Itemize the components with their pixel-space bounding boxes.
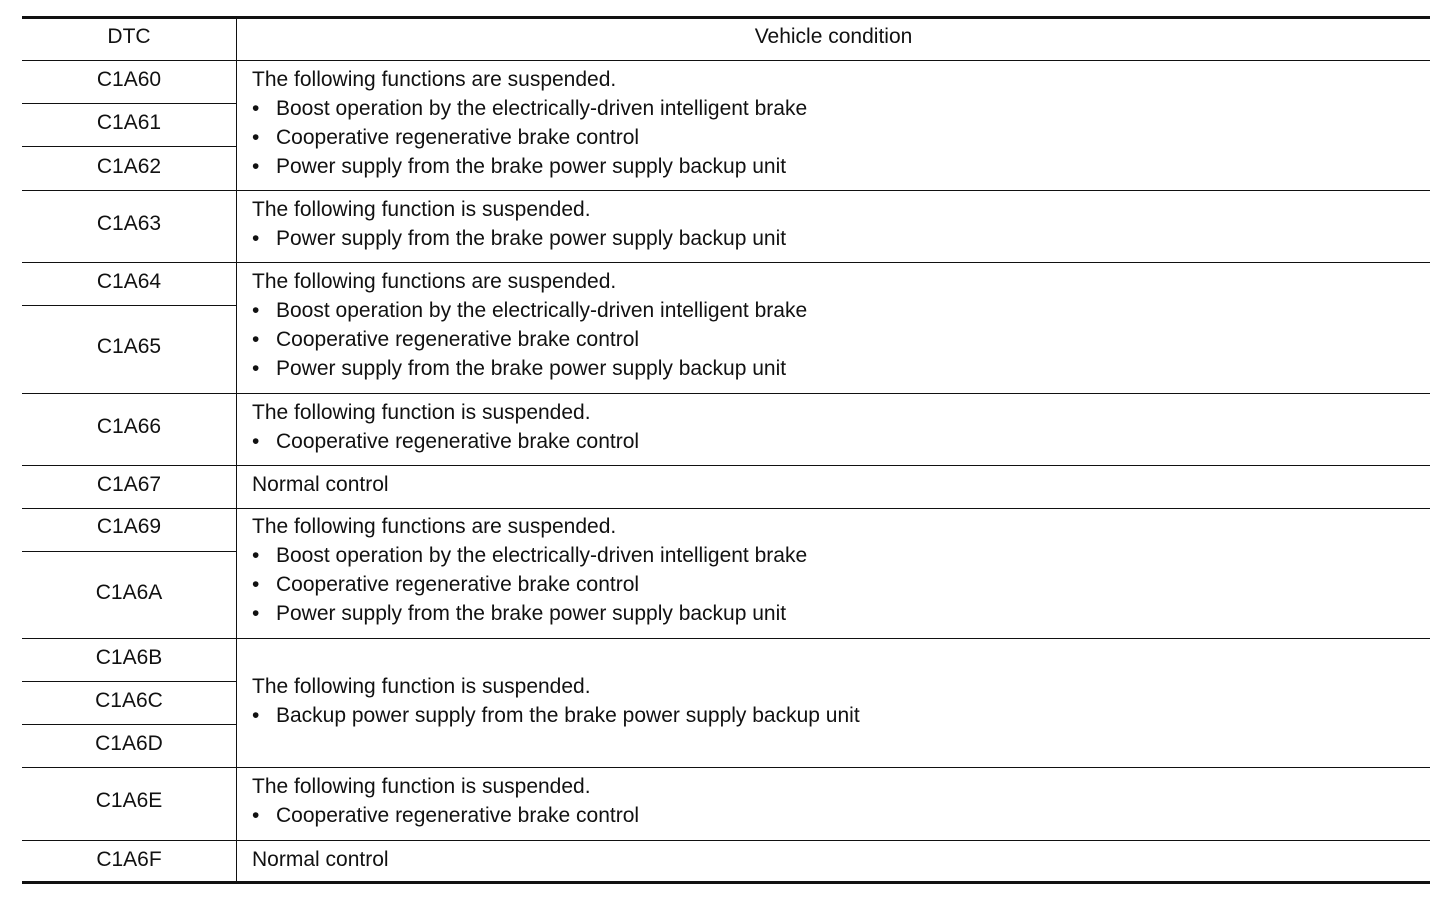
dtc-code: C1A65 bbox=[96, 335, 162, 358]
dtc-column-header: DTC bbox=[107, 25, 151, 48]
row-divider bbox=[22, 146, 236, 147]
condition-lead: The following functions are suspended. bbox=[252, 270, 617, 293]
row-divider bbox=[22, 305, 236, 306]
dtc-code: C1A6B bbox=[95, 646, 163, 669]
bullet-icon: • bbox=[252, 299, 260, 322]
dtc-code: C1A64 bbox=[96, 270, 162, 293]
dtc-code: C1A61 bbox=[96, 111, 162, 134]
condition-lead: The following functions are suspended. bbox=[252, 68, 617, 91]
condition-item bbox=[252, 427, 639, 456]
condition-cell bbox=[252, 398, 639, 456]
condition-item bbox=[252, 296, 807, 325]
condition-cell bbox=[252, 195, 786, 253]
condition-lead: The following function is suspended. bbox=[252, 675, 591, 698]
condition-item-text: Power supply from the brake power supply backup unit bbox=[276, 357, 787, 380]
condition-lead: Normal control bbox=[252, 848, 389, 871]
condition-item-text: Cooperative regenerative brake control bbox=[276, 328, 640, 351]
condition-item-text: Power supply from the brake power supply backup unit bbox=[276, 155, 787, 178]
dtc-code: C1A67 bbox=[96, 473, 162, 496]
condition-item-text: Boost operation by the electrically-driven intelligent brake bbox=[276, 97, 808, 120]
condition-lead: The following functions are suspended. bbox=[252, 515, 617, 538]
condition-column-header: Vehicle condition bbox=[754, 25, 913, 48]
condition-item bbox=[252, 599, 807, 628]
dtc-code: C1A69 bbox=[96, 515, 162, 538]
condition-cell bbox=[252, 772, 639, 830]
condition-item bbox=[252, 152, 807, 181]
dtc-code: C1A6C bbox=[95, 689, 163, 712]
group-divider bbox=[22, 638, 1430, 639]
condition-cell bbox=[252, 470, 389, 499]
condition-item bbox=[252, 94, 807, 123]
dtc-code: C1A6A bbox=[95, 581, 163, 604]
condition-item-text: Cooperative regenerative brake control bbox=[276, 126, 640, 149]
row-divider bbox=[22, 681, 236, 682]
dtc-code: C1A63 bbox=[96, 212, 162, 235]
condition-item-text: Power supply from the brake power supply backup unit bbox=[276, 602, 787, 625]
header-rule bbox=[22, 60, 1430, 61]
condition-item bbox=[252, 541, 807, 570]
group-divider bbox=[22, 508, 1430, 509]
dtc-code: C1A66 bbox=[96, 415, 162, 438]
bullet-icon: • bbox=[252, 357, 260, 380]
bullet-icon: • bbox=[252, 97, 260, 120]
condition-cell bbox=[252, 672, 860, 730]
bullet-icon: • bbox=[252, 155, 260, 178]
bullet-icon: • bbox=[252, 126, 260, 149]
condition-cell bbox=[252, 512, 807, 628]
dtc-code: C1A60 bbox=[96, 68, 162, 91]
condition-item bbox=[252, 224, 786, 253]
group-divider bbox=[22, 190, 1430, 191]
condition-item-text: Cooperative regenerative brake control bbox=[276, 804, 640, 827]
bullet-icon: • bbox=[252, 573, 260, 596]
bullet-icon: • bbox=[252, 430, 260, 453]
group-divider bbox=[22, 262, 1430, 263]
condition-lead: The following function is suspended. bbox=[252, 401, 591, 424]
condition-cell bbox=[252, 845, 389, 874]
condition-item bbox=[252, 801, 639, 830]
bullet-icon: • bbox=[252, 602, 260, 625]
bullet-icon: • bbox=[252, 704, 260, 727]
bullet-icon: • bbox=[252, 328, 260, 351]
dtc-table bbox=[22, 0, 1430, 900]
group-divider bbox=[22, 465, 1430, 466]
condition-lead: The following function is suspended. bbox=[252, 775, 591, 798]
condition-item bbox=[252, 354, 807, 383]
group-divider bbox=[22, 767, 1430, 768]
condition-item-text: Boost operation by the electrically-driven intelligent brake bbox=[276, 299, 808, 322]
group-divider bbox=[22, 393, 1430, 394]
condition-cell bbox=[252, 267, 807, 383]
row-divider bbox=[22, 724, 236, 725]
condition-item bbox=[252, 701, 860, 730]
condition-item bbox=[252, 123, 807, 152]
condition-item-text: Boost operation by the electrically-driven intelligent brake bbox=[276, 544, 808, 567]
bullet-icon: • bbox=[252, 544, 260, 567]
table-top-rule bbox=[22, 16, 1430, 19]
dtc-code: C1A6F bbox=[96, 848, 162, 871]
condition-cell bbox=[252, 65, 807, 181]
condition-item bbox=[252, 570, 807, 599]
column-separator bbox=[236, 18, 237, 882]
row-divider bbox=[22, 551, 236, 552]
condition-lead: Normal control bbox=[252, 473, 389, 496]
bullet-icon: • bbox=[252, 804, 260, 827]
table-bottom-rule bbox=[22, 881, 1430, 884]
condition-item-text: Power supply from the brake power supply backup unit bbox=[276, 227, 787, 250]
condition-item-text: Cooperative regenerative brake control bbox=[276, 573, 640, 596]
condition-lead: The following function is suspended. bbox=[252, 198, 591, 221]
dtc-code: C1A62 bbox=[96, 155, 162, 178]
condition-item bbox=[252, 325, 807, 354]
bullet-icon: • bbox=[252, 227, 260, 250]
dtc-code: C1A6D bbox=[95, 732, 163, 755]
condition-item-text: Cooperative regenerative brake control bbox=[276, 430, 640, 453]
condition-item-text: Backup power supply from the brake power supply backup unit bbox=[276, 704, 860, 727]
dtc-code: C1A6E bbox=[95, 789, 163, 812]
group-divider bbox=[22, 840, 1430, 841]
row-divider bbox=[22, 103, 236, 104]
